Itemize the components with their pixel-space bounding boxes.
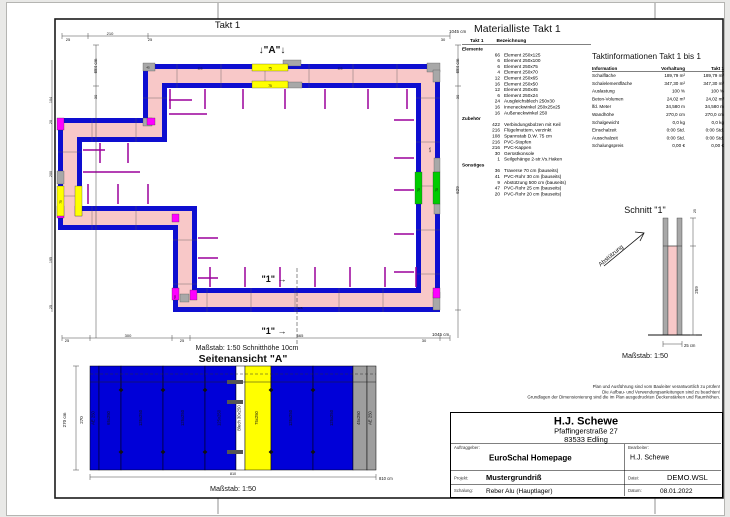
annotation-text: 45 bbox=[146, 65, 150, 70]
annotation-text: 125 bbox=[297, 306, 303, 310]
schnitt-concrete bbox=[668, 246, 677, 335]
side-panel-label: AE 250 bbox=[90, 411, 96, 425]
annotation-text: 195 bbox=[49, 256, 53, 264]
schalung-cell bbox=[451, 485, 625, 496]
annotation-text: 25 bbox=[147, 37, 153, 42]
material-section-header: Elemente bbox=[462, 46, 483, 52]
material-list-rows bbox=[462, 46, 591, 197]
annotation-text: 810 bbox=[229, 472, 237, 476]
annotation-text: 70 bbox=[435, 188, 439, 192]
annotation-text: Abstützung bbox=[597, 244, 625, 269]
datei-label: Datei: bbox=[628, 475, 640, 481]
material-row: 6 Element 250x75 bbox=[497, 63, 538, 69]
schalung-label: Schalung: bbox=[454, 488, 473, 493]
takt-info-row: Wandhöhe 270,0 cm 270,0 cm bbox=[592, 111, 724, 117]
takt-info-col-vorhaltung: Vorhaltung bbox=[661, 66, 685, 71]
plan-view bbox=[52, 33, 461, 344]
material-row: 4 Element 250x70 bbox=[497, 69, 538, 75]
material-row: 6 Element 250x100 bbox=[497, 57, 541, 64]
material-list bbox=[462, 23, 591, 370]
annotation-text: 50 bbox=[173, 295, 177, 299]
side-view bbox=[73, 366, 376, 480]
annotation-text: "1" → bbox=[261, 326, 287, 336]
takt-info-row: Schalelementfläche 347,30 m² 347,30 m² bbox=[592, 80, 724, 86]
side-panel-label: 125x250 bbox=[288, 409, 293, 427]
takt-info-row: Schalfläche 189,79 m² 189,79 m² bbox=[592, 73, 724, 78]
annotation-text: Maßstab: 1:50 bbox=[210, 484, 256, 493]
bearbeiter-label: Bearbeiter: bbox=[628, 445, 649, 450]
auftraggeber-label: Auftraggeber: bbox=[454, 445, 480, 450]
annotation-text: 25 bbox=[179, 338, 185, 343]
auftraggeber-cell bbox=[451, 444, 625, 471]
material-row: 216 PVC-Stopfen bbox=[492, 138, 532, 145]
disclaimer-note bbox=[458, 384, 720, 416]
material-row: 16 Außeneckwinkel 250 bbox=[494, 109, 548, 116]
takt-info-row: Schalgewicht 0,0 kg 0,0 kg bbox=[592, 119, 724, 125]
disclaimer-line3: Grundlagen der Dimensionierung sind die im Plan ausgedruckten Deckenstärken und Raumhöhen. bbox=[527, 394, 720, 400]
side-panel-label: 65x250 bbox=[106, 411, 111, 425]
annotation-text: "1" → bbox=[261, 274, 287, 284]
takt-info-title: Taktinformationen Takt 1 bis 1 bbox=[592, 52, 701, 61]
annotation-text: 684 cm bbox=[93, 58, 98, 74]
annotation-text: 25 bbox=[64, 338, 70, 343]
projekt-label: Projekt: bbox=[454, 475, 469, 481]
annotation-text: Maßstab: 1:50 bbox=[622, 351, 668, 360]
side-panel-label: 45x250 bbox=[356, 411, 361, 425]
title-block bbox=[450, 412, 723, 498]
takt-info-row: lfd. Meter 34,580 m 34,580 m bbox=[592, 104, 724, 110]
side-panel-label: 125x250 bbox=[329, 409, 334, 427]
company-city: 83533 Edling bbox=[564, 435, 608, 444]
annotation-text: 125 bbox=[337, 66, 343, 71]
takt-info-panel bbox=[592, 52, 724, 248]
annotation-text: 665 bbox=[296, 333, 304, 338]
annotation-text: 1045 cm bbox=[449, 29, 467, 34]
takt-info-row: Schalungspreis 0,00 € 0,00 € bbox=[592, 143, 724, 149]
disclaimer-line2: Die Aufbau- und Verwendungsanleitungen sind zu beachten! bbox=[602, 389, 720, 395]
schalung-value: Reber Alu (Hauptlager) bbox=[486, 486, 553, 495]
side-panel-label: 125x250 bbox=[180, 409, 185, 427]
annotation-text: 25 cm bbox=[684, 343, 696, 348]
annotation-text: 300 bbox=[124, 333, 132, 338]
disclaimer-line1: Plan und Ausführung sind vom Bauleiter verantwortlich zu prüfen! bbox=[592, 384, 720, 389]
datum-cell bbox=[625, 485, 721, 496]
title-block-company-header bbox=[451, 413, 721, 444]
material-row: 66 Element 250x125 bbox=[494, 51, 541, 58]
material-row: 12 Element 250x65 bbox=[494, 74, 538, 81]
material-row: 108 Spannstab D.W. 75 cm bbox=[492, 132, 552, 139]
annotation-text: Seitenansicht "A" bbox=[198, 353, 288, 365]
projekt-cell bbox=[451, 471, 625, 485]
material-section-header: Zubehör bbox=[462, 115, 481, 122]
plan-wall-formwork bbox=[70, 76, 428, 300]
annotation-text: 270 bbox=[79, 416, 84, 424]
material-list-header bbox=[462, 38, 591, 45]
annotation-text: 30 bbox=[93, 94, 98, 100]
side-panel-label: Blech 30x250 bbox=[236, 405, 242, 431]
annotation-text: Maßstab: 1:50 Schnitthöhe 10cm bbox=[195, 345, 299, 352]
annotation-text: 104 bbox=[49, 96, 53, 104]
takt-info-row: Einschalzeit 0:00 Std. 0:00 Std. bbox=[592, 127, 724, 133]
material-list-col2: Bezeichnung bbox=[496, 38, 527, 44]
side-panel-label: 125x250 bbox=[138, 409, 143, 427]
bearbeiter-value: H.J. Schewe bbox=[630, 453, 670, 461]
sheet-title: Takt 1 bbox=[214, 20, 241, 31]
annotation-text: 810 cm bbox=[379, 476, 393, 481]
side-panel-label: 125x250 bbox=[216, 409, 222, 427]
annotation-text: 20 bbox=[49, 119, 53, 125]
projekt-value: Mustergrundriß bbox=[486, 473, 542, 482]
takt-info-col-information: Information bbox=[592, 66, 618, 71]
annotation-text: 30 bbox=[440, 37, 446, 42]
side-panel-label: 75x250 bbox=[254, 411, 259, 425]
company-name: H.J. Schewe bbox=[553, 414, 619, 427]
material-row: 16 Element 250x50 bbox=[494, 80, 538, 87]
material-row: 16 Inneneckwinkel 250x25x25 bbox=[494, 103, 561, 110]
material-list-col1: Takt 1 bbox=[470, 38, 484, 44]
auftraggeber-value: EuroSchal Homepage bbox=[489, 454, 572, 463]
annotation-text: 1045 cm bbox=[432, 332, 450, 337]
material-row: 422 Verbindungsbolzen mit Keil bbox=[492, 121, 561, 127]
annotation-text: 25 bbox=[49, 304, 53, 310]
material-row: 20 PVC-Rohr 20 cm (bauseits) bbox=[494, 190, 562, 197]
annotation-text: 200 bbox=[49, 170, 53, 178]
material-row: 6 Element 250x24 bbox=[497, 92, 538, 98]
bearbeiter-cell bbox=[625, 444, 721, 471]
material-row: 41 PVC-Rohr 30 cm (bauseits) bbox=[494, 173, 562, 180]
annotation-text: 70 bbox=[417, 188, 421, 192]
takt-info-row: Auslastung 100 % 100 % bbox=[592, 88, 724, 94]
material-row: 216 Flügelmuttern, verzinkt bbox=[492, 127, 552, 133]
takt-info-row: Beton-Volumen 24,02 m³ 24,02 m³ bbox=[592, 96, 724, 102]
annotation-text: 75 bbox=[268, 84, 272, 88]
annotation-text: 30 bbox=[421, 338, 427, 343]
annotation-text: 125 bbox=[428, 147, 432, 153]
material-row: 30 Gerüstkonsole bbox=[494, 150, 535, 156]
annotation-text: 25 bbox=[693, 209, 697, 213]
takt-info-col-takt1: Takt 1 bbox=[711, 66, 724, 71]
material-row: 216 PVC-Kappen bbox=[492, 144, 532, 151]
annotation-text: 125 bbox=[197, 66, 203, 71]
material-list-title: Materialliste Takt 1 bbox=[474, 23, 561, 35]
annotation-text: 25 bbox=[65, 37, 71, 42]
annotation-text: 270 cm bbox=[62, 412, 67, 428]
side-panel-label: AE 250 bbox=[367, 411, 373, 425]
material-row: 12 Element 250x45 bbox=[494, 86, 538, 93]
annotation-text: 684 cm bbox=[455, 58, 460, 74]
material-section-header: Sonstiges bbox=[462, 161, 485, 168]
material-row: 36 Traverse 70 cm (bauseits) bbox=[494, 167, 559, 174]
takt-info-rows bbox=[592, 72, 724, 150]
material-row: 1 Seilgehänge 2-str.Vs.Haken bbox=[497, 156, 563, 162]
material-row: 9 Abstützung 500 cm (bauseits) bbox=[497, 179, 567, 185]
datum-label: Datum: bbox=[628, 488, 642, 493]
company-street: Pfaffingerstraße 27 bbox=[554, 427, 618, 436]
datum-value: 08.01.2022 bbox=[660, 486, 693, 495]
annotation-text: Schnitt "1" bbox=[624, 205, 666, 215]
annotation-text: 30 bbox=[455, 94, 460, 100]
annotation-text: 259 bbox=[694, 286, 699, 294]
material-row: 47 PVC-Rohr 25 cm (bauseits) bbox=[494, 185, 562, 191]
datei-value: DEMO.WSL bbox=[667, 473, 708, 482]
annotation-text: ↓"A"↓ bbox=[258, 45, 286, 56]
annotation-text: 210 bbox=[106, 31, 114, 36]
takt-info-row: Ausschalzeit 0:00 Std. 0:00 Std. bbox=[592, 135, 724, 141]
annotation-text: 75 bbox=[268, 66, 272, 71]
annotation-text: 629 bbox=[455, 186, 460, 194]
material-row: 24 Ausgleichsblech 250x30 bbox=[494, 98, 555, 104]
annotation-text: 75 bbox=[59, 200, 63, 204]
datei-cell bbox=[625, 471, 721, 485]
